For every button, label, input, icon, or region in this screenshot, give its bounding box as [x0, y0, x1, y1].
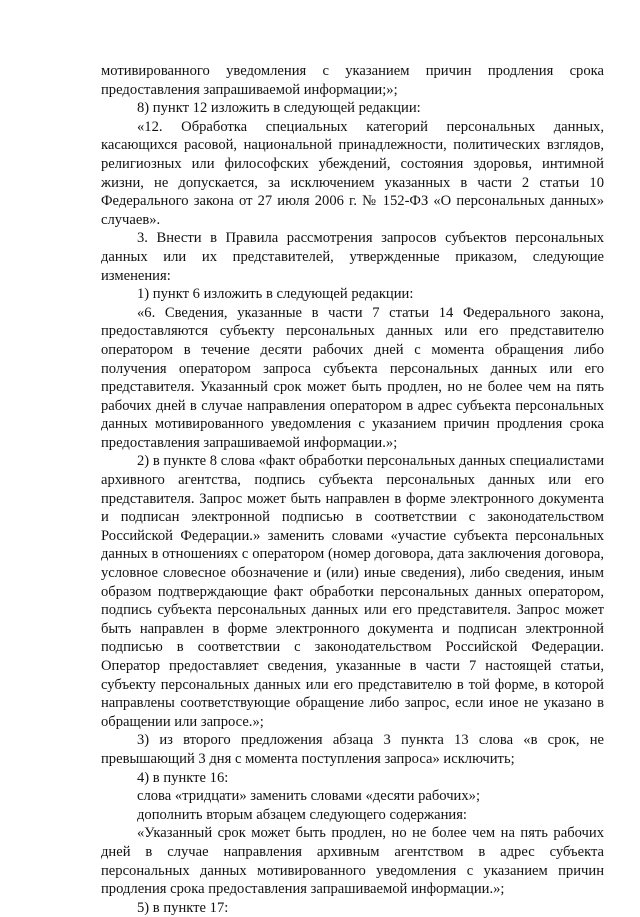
- paragraph-item-8: 8) пункт 12 изложить в следующей редакции:: [137, 100, 421, 117]
- paragraph-item-2: 2) в пункте 8 слова «факт обработки персональных данных специалистами архивного агентства, подпись субъекта персональных данных или его представителя. Запрос может быть направлен в форме электронного документа и подписан электронной подписью в соответствии с законодательством Российской Федерации.» заменить словами «участие субъекта персональных данных в отношениях с оператором (номер договора, дата заключения договора, условное словесное обозначение и (или) иные сведения), либо сведения, иным образом подтверждающие факт обработки персональных данных оператором, подпись субъекта персональных данных или его представителя. Запрос может быть направлен в форме электронного документа и подписан электронной подписью в соответствии с законодательством Российской Федерации. Оператор предоставляет сведения, указанные в части 7 настоящей статьи, субъекту персональных данных или его представителю в той форме, в которой направлены соответствующие обращение либо запрос, если иное не указано в обращении или запросе.»;: [101, 453, 604, 730]
- paragraph-section-3: 3. Внести в Правила рассмотрения запросов субъектов персональных данных или их представителей, утвержденные приказом, следующие изменения:: [101, 230, 604, 284]
- paragraph-item-4-words: слова «тридцати» заменить словами «десяти рабочих»;: [137, 788, 480, 805]
- paragraph-item-12-text: «12. Обработка специальных категорий персональных данных, касающихся расовой, национальной принадлежности, политических взглядов, религиозных или философских убеждений, состояния здоровья, интимной жизни, не допускается, за исключением указанных в части 2 статьи 10 Федерального закона от 27 июля 2006 г. № 152-ФЗ «О персональных данных» случаев».: [101, 118, 604, 228]
- paragraph-item-4-add: дополнить вторым абзацем следующего содержания:: [137, 806, 467, 823]
- paragraph-item-4: 4) в пункте 16:: [137, 769, 229, 786]
- paragraph-item-1: 1) пункт 6 изложить в следующей редакции:: [137, 286, 414, 303]
- paragraph-item-6-text: «6. Сведения, указанные в части 7 статьи 14 Федерального закона, предоставляются субъекту персональных данных или его представителю оператором в течение десяти рабочих дней с момента обращения либо получения оператором запроса субъекта персональных данных или его представителя. Указанный срок может быть продлен, но не более чем на пять рабочих дней в случае направления оператором в адрес субъекта персональных данных мотивированного уведомления с указанием причин продления срока предоставления запрашиваемой информации.»;: [101, 304, 604, 451]
- paragraph-item-4-quote: «Указанный срок может быть продлен, но не более чем на пять рабочих дней в случае направления архивным агентством в адрес субъекта персональных данных мотивированного уведомления с указанием причин продления срока предоставления запрашиваемой информации.»;: [101, 825, 604, 898]
- paragraph-continuation: мотивированного уведомления с указанием причин продления срока предоставления запрашиваемой информации;»;: [101, 63, 604, 98]
- paragraph-item-5: 5) в пункте 17:: [137, 899, 229, 916]
- paragraph-item-3: 3) из второго предложения абзаца 3 пункта 13 слова «в срок, не превышающий 3 дня с момента поступления запроса» исключить;: [101, 732, 604, 767]
